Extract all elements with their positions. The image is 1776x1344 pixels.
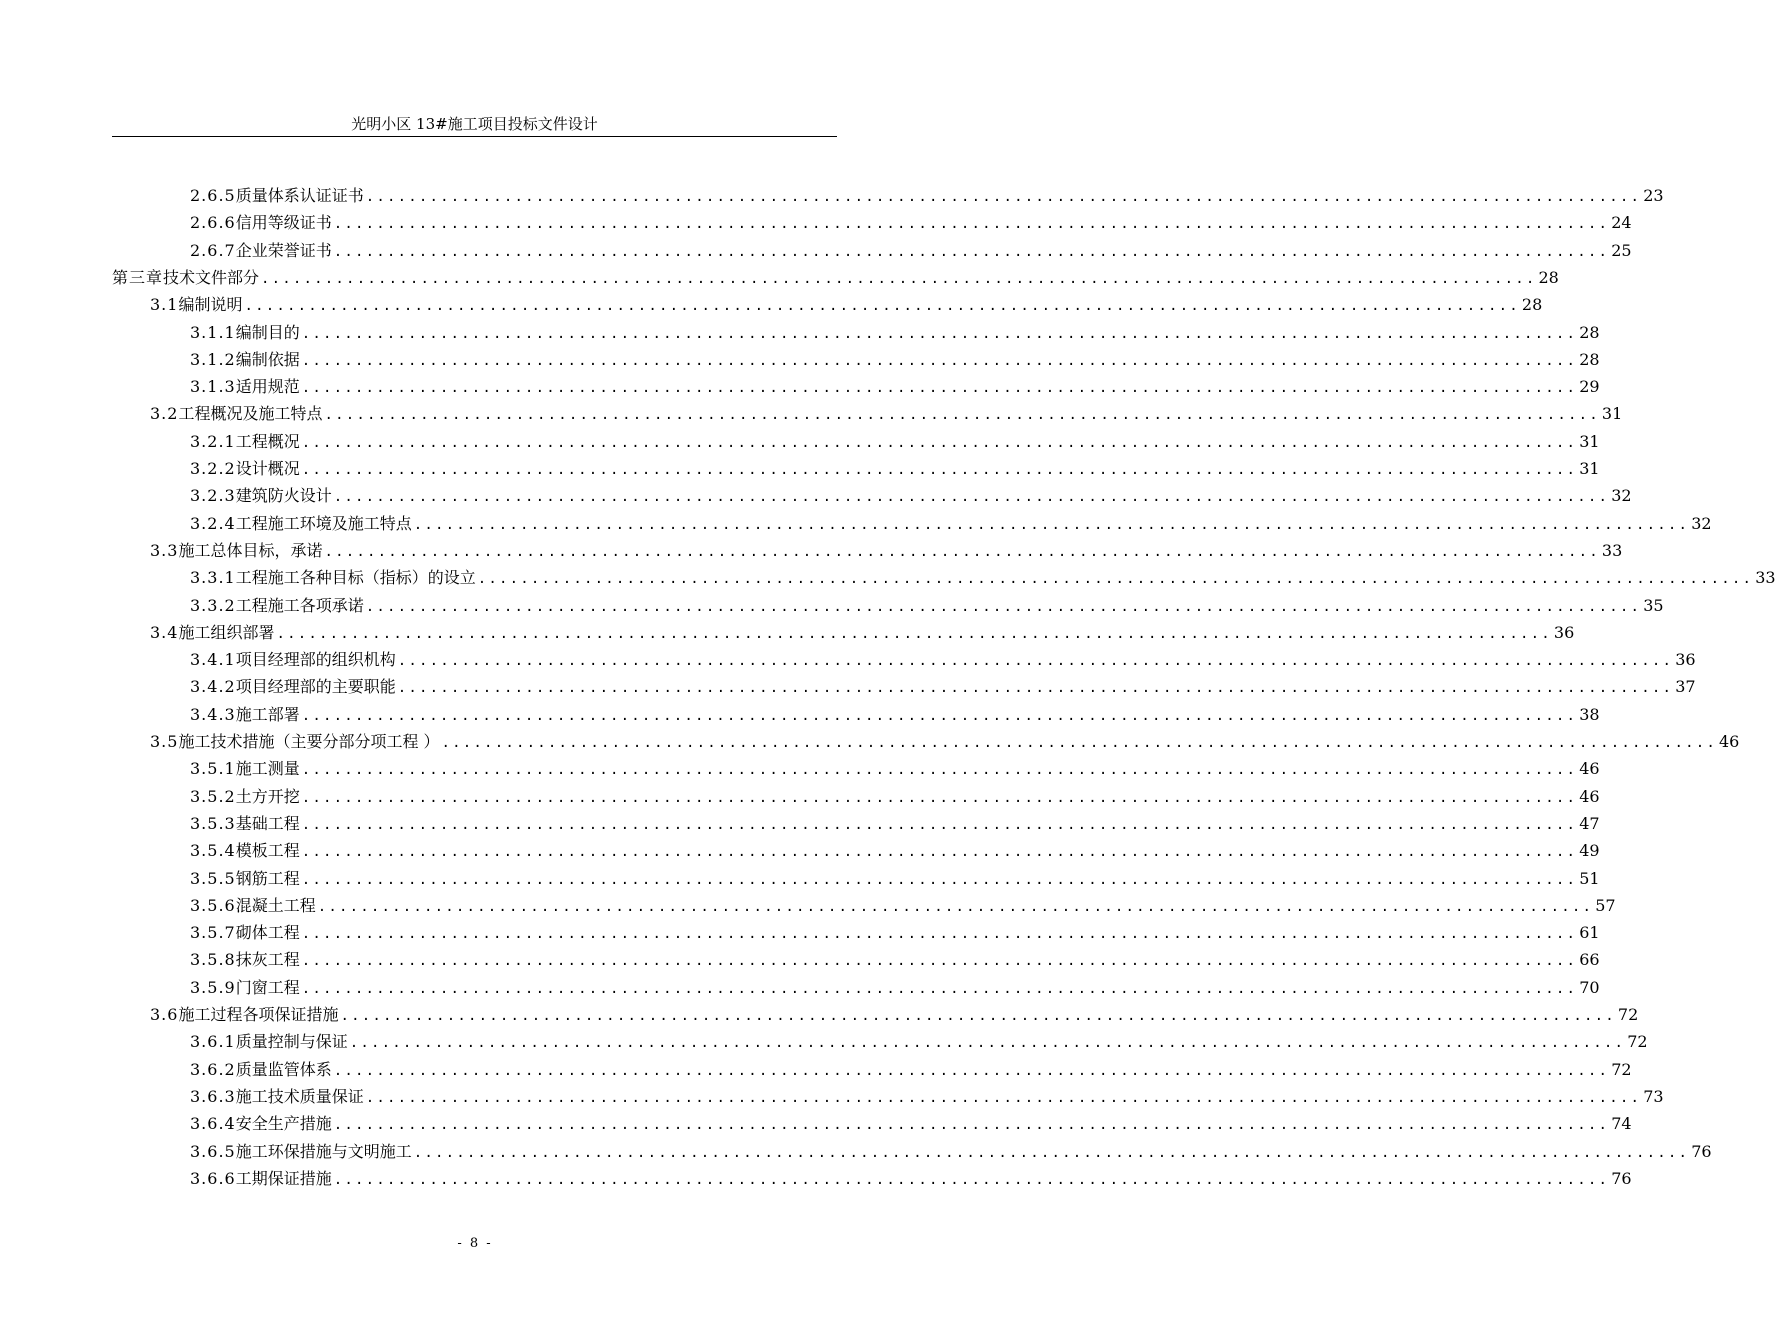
toc-entry-title: 编制依据	[235, 349, 300, 369]
toc-entry-title: 混凝土工程	[235, 895, 316, 915]
toc-dot-leader: ........................................................................................................................	[441, 735, 1717, 751]
header-divider	[112, 136, 837, 137]
toc-entry-number: 3.4.3	[190, 704, 236, 724]
toc-entry[interactable]	[190, 946, 1600, 973]
toc-dot-leader: ........................................................................................................................	[301, 325, 1578, 342]
toc-entry-page: 61	[1579, 923, 1600, 943]
toc-entry-page: 74	[1611, 1114, 1632, 1134]
toc-entry[interactable]	[190, 319, 1600, 346]
toc-entry[interactable]	[190, 428, 1600, 455]
toc-entry-number: 2.6.6	[190, 213, 236, 233]
toc-entry-number: 3.2	[150, 404, 179, 424]
toc-entry[interactable]	[190, 564, 1776, 591]
toc-dot-leader: ........................................................................................................................	[301, 762, 1578, 779]
toc-dot-leader: ........................................................................................................................	[301, 352, 1578, 369]
toc-entry-number: 3.5.6	[190, 895, 236, 915]
toc-dot-leader: ........................................................................................................................	[301, 380, 1578, 397]
toc-entry-title: 工程施工各种目标（指标）的设立	[235, 568, 476, 588]
toc-entry-number: 3.1.1	[190, 322, 236, 342]
toc-entry-title: 安全生产措施	[235, 1114, 332, 1134]
toc-entry-title: 施工技术措施（主要分部分项工程 ）	[178, 732, 440, 751]
toc-entry-title: 施工测量	[235, 759, 300, 779]
toc-entry-number: 3.4.1	[190, 650, 236, 670]
toc-entry-title: 土方开挖	[235, 786, 300, 806]
toc-entry-page: 49	[1579, 841, 1600, 861]
toc-entry-page: 25	[1611, 240, 1632, 260]
toc-entry-title: 施工组织部署	[178, 622, 275, 642]
toc-entry-title: 信用等级证书	[235, 213, 332, 233]
toc-entry-number: 3.5.5	[190, 868, 236, 888]
toc-entry-number: 3.1.3	[190, 377, 236, 397]
toc-entry[interactable]	[150, 619, 1575, 646]
toc-entry-title: 质量控制与保证	[235, 1032, 348, 1052]
toc-entry[interactable]	[190, 673, 1696, 700]
toc-entry-number: 3.6.3	[190, 1086, 236, 1106]
toc-entry-number: 3.5.8	[190, 950, 236, 970]
toc-entry-number: 3.6.6	[190, 1168, 236, 1188]
toc-dot-leader: ........................................................................................................................	[365, 1089, 1642, 1106]
toc-entry[interactable]	[150, 291, 1543, 318]
toc-dot-leader: ........................................................................................................................	[333, 489, 1610, 506]
toc-entry[interactable]	[190, 510, 1712, 537]
toc-entry-number: 3.6.2	[190, 1059, 236, 1079]
toc-entry-title: 适用规范	[235, 377, 300, 397]
page-header-title: 光明小区 13#施工项目投标文件设计	[351, 115, 598, 133]
toc-dot-leader: ........................................................................................................................	[340, 1008, 1616, 1024]
toc-entry[interactable]	[150, 1001, 1639, 1028]
toc-entry[interactable]	[190, 482, 1632, 509]
toc-entry-page: 73	[1643, 1086, 1664, 1106]
toc-dot-leader: ........................................................................................................................	[349, 1035, 1626, 1052]
toc-entry-title: 设计概况	[235, 459, 300, 478]
toc-entry[interactable]	[190, 701, 1600, 728]
toc-entry-number: 3.2.3	[190, 486, 236, 506]
toc-dot-leader: ........................................................................................................................	[276, 625, 1552, 642]
toc-entry[interactable]	[190, 1110, 1632, 1137]
toc-entry-number: 3.1.2	[190, 349, 236, 369]
toc-entry-page: 51	[1579, 868, 1600, 888]
toc-dot-leader: ........................................................................................................................	[333, 1117, 1610, 1134]
toc-entry-page: 35	[1643, 595, 1664, 615]
toc-dot-leader: ........................................................................................................................	[324, 407, 1600, 424]
toc-entry-page: 47	[1579, 813, 1600, 833]
toc-entry[interactable]	[150, 400, 1623, 427]
toc-entry-number: 3.3.1	[190, 568, 236, 588]
toc-entry-page: 32	[1611, 486, 1632, 506]
toc-entry-page: 46	[1719, 732, 1740, 751]
toc-entry[interactable]	[190, 974, 1600, 1001]
toc-entry-title: 施工部署	[235, 704, 300, 724]
toc-dot-leader: ........................................................................................................................	[413, 1144, 1690, 1161]
toc-entry[interactable]	[190, 209, 1632, 236]
toc-entry[interactable]	[190, 455, 1600, 482]
toc-entry-page: 36	[1553, 622, 1575, 642]
toc-entry-title: 工程概况	[235, 431, 300, 451]
toc-entry-title: 质量监管体系	[235, 1059, 332, 1079]
toc-entry[interactable]	[190, 810, 1600, 837]
toc-entry-title: 建筑防火设计	[235, 486, 332, 506]
toc-dot-leader: ........................................................................................................................	[477, 571, 1754, 588]
toc-entry-page: 31	[1601, 404, 1623, 424]
toc-entry[interactable]	[190, 1165, 1632, 1192]
toc-dot-leader: ........................................................................................................................	[301, 926, 1578, 943]
toc-entry-title: 工程概况及施工特点	[178, 404, 323, 424]
toc-entry-page: 28	[1538, 267, 1559, 287]
toc-entry[interactable]	[190, 646, 1696, 673]
toc-entry-title: 施工过程各项保证措施	[178, 1005, 339, 1024]
toc-entry-number: 3.5	[150, 732, 179, 751]
toc-dot-leader: ........................................................................................................................	[261, 270, 1537, 287]
toc-entry[interactable]	[190, 592, 1664, 619]
toc-dot-leader: ........................................................................................................................	[301, 980, 1578, 997]
toc-entry-title: 编制目的	[235, 322, 300, 342]
toc-entry[interactable]	[190, 1138, 1712, 1165]
toc-entry[interactable]	[190, 1083, 1664, 1110]
toc-entry-page: 76	[1691, 1141, 1712, 1161]
toc-entry-title: 项目经理部的主要职能	[235, 677, 396, 697]
toc-entry-title: 抹灰工程	[235, 950, 300, 970]
toc-entry-page: 37	[1675, 677, 1696, 697]
toc-entry-page: 28	[1579, 349, 1600, 369]
toc-entry-page: 76	[1611, 1168, 1632, 1188]
toc-dot-leader: ........................................................................................................................	[301, 816, 1578, 833]
toc-entry[interactable]	[112, 264, 1559, 291]
toc-entry-number: 第三章	[112, 267, 164, 287]
toc-entry[interactable]	[190, 783, 1600, 810]
toc-entry-title: 钢筋工程	[235, 868, 300, 888]
toc-entry-page: 72	[1611, 1059, 1632, 1079]
toc-entry-number: 3.5.3	[190, 813, 236, 833]
toc-entry-page: 72	[1627, 1032, 1648, 1052]
toc-dot-leader: ........................................................................................................................	[365, 598, 1642, 615]
toc-entry[interactable]	[190, 1028, 1648, 1055]
toc-entry-title: 施工总体目标，承诺	[178, 540, 323, 560]
toc-dot-leader: ........................................................................................................................	[301, 871, 1578, 888]
toc-entry-number: 3.6.4	[190, 1114, 236, 1134]
toc-entry-title: 门窗工程	[235, 977, 300, 997]
toc-entry[interactable]	[190, 182, 1664, 209]
toc-entry-number: 3.4.2	[190, 677, 236, 697]
toc-dot-leader: ........................................................................................................................	[301, 789, 1578, 806]
toc-entry-page: 66	[1579, 950, 1600, 970]
toc-entry-page: 38	[1579, 704, 1600, 724]
toc-entry-number: 3.5.4	[190, 841, 236, 861]
toc-entry-page: 29	[1579, 377, 1600, 397]
toc-entry-page: 57	[1595, 895, 1616, 915]
toc-entry-title: 编制说明	[178, 295, 243, 315]
toc-entry[interactable]	[190, 1056, 1632, 1083]
toc-entry-title: 工期保证措施	[235, 1168, 332, 1188]
toc-entry-page: 46	[1579, 786, 1600, 806]
toc-entry-title: 工程施工环境及施工特点	[235, 513, 412, 533]
toc-entry-page: 46	[1579, 759, 1600, 779]
toc-entry-page: 33	[1601, 540, 1623, 560]
toc-entry-title: 工程施工各项承诺	[235, 595, 364, 615]
toc-entry-number: 2.6.5	[190, 186, 236, 205]
toc-entry-page: 33	[1755, 568, 1776, 588]
toc-entry-page: 32	[1691, 513, 1712, 533]
toc-entry-number: 3.5.2	[190, 786, 236, 806]
toc-entry-number: 3.2.1	[190, 431, 236, 451]
toc-entry-title: 企业荣誉证书	[235, 240, 332, 260]
toc-entry-title: 基础工程	[235, 813, 300, 833]
toc-dot-leader: ........................................................................................................................	[413, 516, 1690, 533]
toc-entry[interactable]	[190, 837, 1600, 864]
toc-entry-number: 3.6.1	[190, 1032, 236, 1052]
toc-dot-leader: ........................................................................................................................	[397, 653, 1674, 670]
toc-dot-leader: ........................................................................................................................	[301, 707, 1578, 724]
toc-entry-number: 3.3.2	[190, 595, 236, 615]
toc-dot-leader: ........................................................................................................................	[333, 1062, 1610, 1079]
toc-entry-page: 28	[1579, 322, 1600, 342]
toc-entry-number: 3.4	[150, 622, 179, 642]
toc-entry-title: 施工技术质量保证	[235, 1086, 364, 1106]
toc-dot-leader: ........................................................................................................................	[244, 298, 1520, 315]
page-number: - 8 -	[457, 1236, 493, 1251]
toc-dot-leader: ........................................................................................................................	[333, 1171, 1610, 1188]
toc-dot-leader: ........................................................................................................................	[333, 243, 1610, 260]
toc-entry[interactable]	[190, 892, 1616, 919]
toc-entry-title: 施工环保措施与文明施工	[235, 1141, 412, 1161]
toc-entry[interactable]	[190, 373, 1600, 400]
toc-entry-title: 模板工程	[235, 841, 300, 861]
toc-entry-number: 3.6	[150, 1005, 179, 1024]
toc-entry-number: 3.5.9	[190, 977, 236, 997]
toc-entry-title: 质量体系认证证书	[235, 186, 364, 205]
toc-entry-page: 24	[1611, 213, 1632, 233]
toc-entry-number: 3.6.5	[190, 1141, 236, 1161]
toc-entry-page: 28	[1521, 295, 1543, 315]
toc-entry[interactable]	[190, 346, 1600, 373]
toc-entry-page: 36	[1675, 650, 1696, 670]
toc-entry-title: 技术文件部分	[163, 267, 260, 287]
toc-entry-page: 23	[1643, 186, 1664, 205]
toc-entry[interactable]	[190, 919, 1600, 946]
toc-entry[interactable]	[190, 237, 1632, 264]
toc-dot-leader: ........................................................................................................................	[333, 216, 1610, 233]
toc-entry-number: 3.5.1	[190, 759, 236, 779]
toc-entry-page: 72	[1617, 1005, 1639, 1024]
toc-entry[interactable]	[190, 865, 1600, 892]
toc-entry-number: 3.1	[150, 295, 179, 315]
toc-dot-leader: ........................................................................................................................	[301, 462, 1578, 478]
toc-dot-leader: ........................................................................................................................	[317, 898, 1594, 915]
toc-dot-leader: ........................................................................................................................	[324, 543, 1600, 560]
toc-entry[interactable]	[190, 755, 1600, 782]
toc-entry-number: 3.2.4	[190, 513, 236, 533]
toc-dot-leader: ........................................................................................................................	[365, 189, 1642, 205]
toc-dot-leader: ........................................................................................................................	[301, 844, 1578, 861]
toc-entry[interactable]	[150, 537, 1623, 564]
toc-entry-number: 3.3	[150, 540, 179, 560]
toc-dot-leader: ........................................................................................................................	[301, 434, 1578, 451]
toc-entry-title: 砌体工程	[235, 923, 300, 943]
toc-entry[interactable]	[150, 728, 1740, 755]
toc-entry-number: 3.2.2	[190, 459, 236, 478]
toc-dot-leader: ........................................................................................................................	[301, 953, 1578, 970]
toc-entry-page: 70	[1579, 977, 1600, 997]
toc-dot-leader: ........................................................................................................................	[397, 680, 1674, 697]
toc-entry-page: 31	[1579, 431, 1600, 451]
toc-entry-page: 31	[1579, 459, 1600, 478]
toc-entry-title: 项目经理部的组织机构	[235, 650, 396, 670]
toc-entry-number: 3.5.7	[190, 923, 236, 943]
toc-entry-number: 2.6.7	[190, 240, 236, 260]
